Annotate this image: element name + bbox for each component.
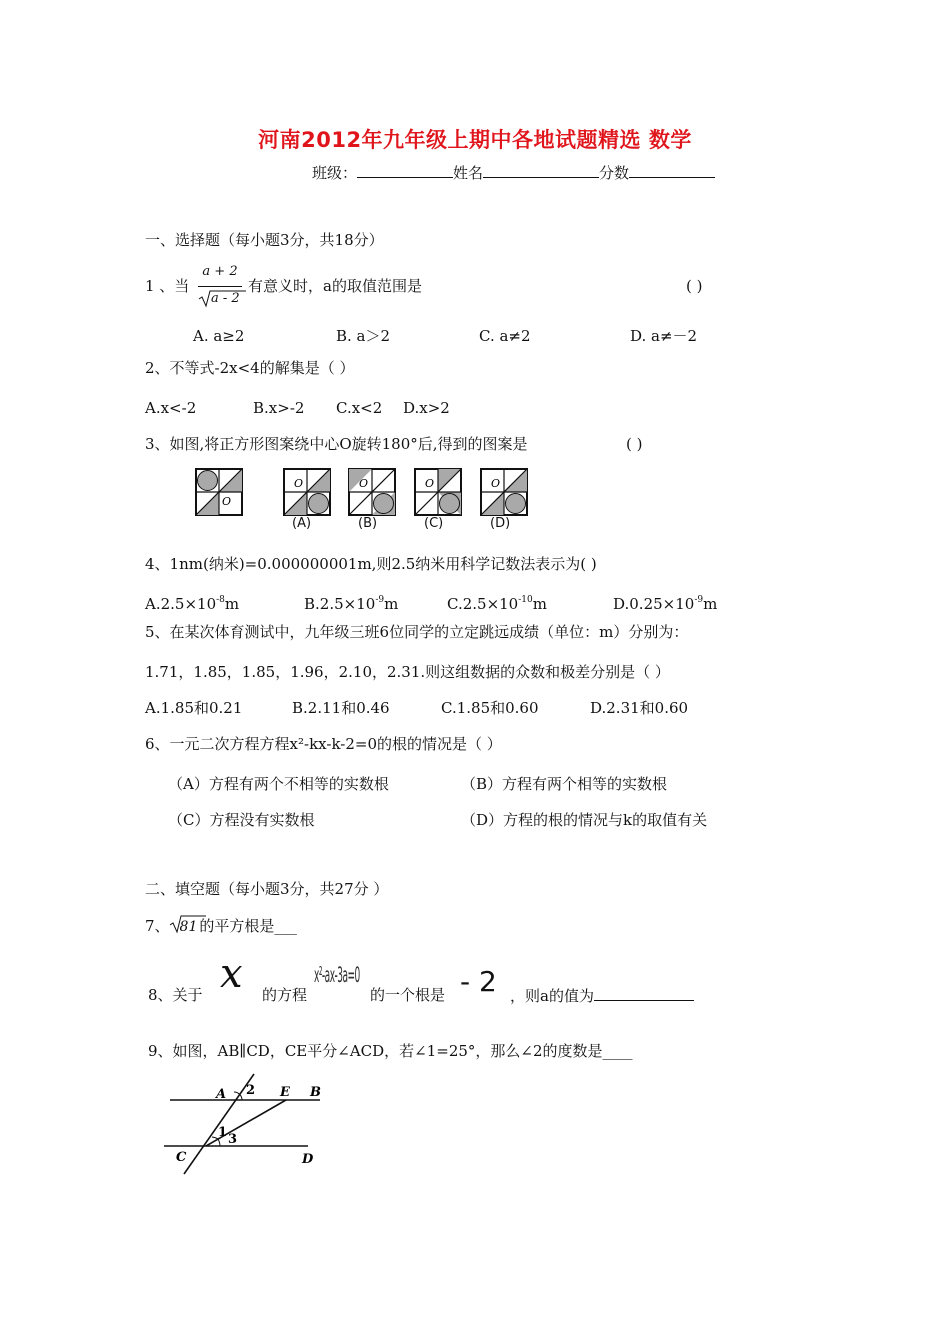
q3-text: 3、如图,将正方形图案绕中心O旋转180°后,得到的图案是 bbox=[145, 435, 528, 453]
q3-caption-a: (A) bbox=[292, 516, 312, 531]
q3-caption-b: (B) bbox=[358, 516, 378, 531]
q6-option-d: （D）方程的根的情况与k的取值有关 bbox=[461, 811, 708, 829]
svg-text:O: O bbox=[359, 477, 369, 490]
svg-text:O: O bbox=[491, 477, 501, 490]
q5-line2: 1.71，1.85，1.85，1.96，2.10，2.31.则这组数据的众数和极差分别是（ ） bbox=[145, 663, 670, 681]
q4-option-a: $A.2.5\times 10^{-8}m$ bbox=[145, 595, 240, 613]
student-info-line bbox=[312, 162, 715, 183]
q3-option-b-square bbox=[348, 468, 396, 516]
parallel-lines-diagram bbox=[162, 1070, 332, 1180]
class-blank[interactable] bbox=[357, 162, 453, 178]
q2-option-b: B.x>-2 bbox=[253, 399, 305, 417]
q3-caption-c: (C) bbox=[424, 516, 444, 531]
label-3: 3 bbox=[228, 1132, 238, 1147]
center-label: O bbox=[222, 495, 232, 508]
q4-option-d: $D.0.25\times 10^{-9}m$ bbox=[613, 595, 718, 613]
q7-suffix: 的平方根是___ bbox=[199, 917, 297, 935]
q6-text: 6、一元二次方程方程x²-kx-k-2=0的根的情况是（ ） bbox=[145, 735, 502, 753]
label-1: 1 bbox=[218, 1125, 228, 1140]
q8-suffix: ，则a的值为 bbox=[510, 985, 694, 1006]
q7-radical bbox=[170, 916, 198, 937]
q2-option-d: D.x>2 bbox=[403, 399, 450, 417]
q3-caption-d: (D) bbox=[490, 516, 511, 531]
q9-text: 9、如图，AB∥CD，CE平分∠ACD，若∠1=25°，那么∠2的度数是____ bbox=[148, 1042, 633, 1060]
label-e: E bbox=[280, 1085, 290, 1100]
q3-original-square bbox=[195, 468, 243, 516]
q1-text: 有意义时，a的取值范围是 bbox=[248, 277, 422, 295]
q1-answer-paren: ( ) bbox=[686, 277, 703, 295]
label-2: 2 bbox=[246, 1083, 256, 1098]
score-blank[interactable] bbox=[629, 162, 715, 178]
q6-option-a: （A）方程有两个不相等的实数根 bbox=[168, 775, 389, 793]
fraction-bar bbox=[198, 286, 242, 287]
label-a: A bbox=[216, 1087, 227, 1102]
q1-option-b: B. a＞2 bbox=[336, 327, 391, 345]
q1-numerator: a + 2 bbox=[202, 264, 238, 279]
q5-option-c: C.1.85和0.60 bbox=[441, 699, 539, 717]
q8-prefix: 8、关于 bbox=[148, 986, 203, 1004]
angle3-arc bbox=[218, 1139, 220, 1146]
label-b: B bbox=[310, 1085, 321, 1100]
name-blank[interactable] bbox=[483, 162, 599, 178]
q4-text: 4、1nm(纳米)=0.000000001m,则2.5纳米用科学记数法表示为( ) bbox=[145, 555, 597, 573]
q1-option-c: C. a≠2 bbox=[479, 327, 531, 345]
q5-option-d: D.2.31和0.60 bbox=[590, 699, 689, 717]
q1-prefix: 1 、当 bbox=[145, 277, 190, 295]
svg-text:O: O bbox=[294, 477, 304, 490]
q1-fraction bbox=[198, 264, 246, 308]
q3-answer-paren: ( ) bbox=[626, 435, 643, 453]
q3-option-d-square bbox=[480, 468, 528, 516]
q5-line1: 5、在某次体育测试中，九年级三班6位同学的立定跳远成绩（单位：m）分别为： bbox=[145, 623, 689, 641]
section2-heading: 二、填空题（每小题3分，共27分 ） bbox=[145, 880, 389, 898]
label-c: C bbox=[176, 1150, 187, 1165]
q6-option-c: （C）方程没有实数根 bbox=[168, 811, 315, 829]
q5-option-a: A.1.85和0.21 bbox=[145, 699, 243, 717]
name-label: 姓名 bbox=[453, 164, 484, 182]
q3-option-c-square bbox=[414, 468, 462, 516]
score-label: 分数 bbox=[599, 164, 630, 182]
q6-option-b: （B）方程有两个相等的实数根 bbox=[461, 775, 668, 793]
sqrt-sign-icon bbox=[170, 914, 206, 934]
q4-option-b: $B.2.5\times 10^{-9}m$ bbox=[304, 595, 399, 613]
q8-equation-image: x²-ax-3a=0 bbox=[314, 965, 360, 989]
class-label: 班级： bbox=[312, 164, 358, 182]
section1-heading: 一、选择题（每小题3分，共18分） bbox=[145, 231, 384, 249]
q7-prefix: 7、 bbox=[145, 917, 170, 935]
page-title: 河南2012年九年级上期中各地试题精选 数学 bbox=[258, 128, 692, 152]
q8-variable: x bbox=[220, 951, 243, 997]
q3-option-a-square bbox=[283, 468, 331, 516]
q7-line bbox=[145, 916, 297, 937]
q5-option-b: B.2.11和0.46 bbox=[292, 699, 390, 717]
q2-text: 2、不等式-2x<4的解集是（ ） bbox=[145, 359, 355, 377]
q4-option-c: $C.2.5\times 10^{-10}m$ bbox=[447, 595, 547, 613]
svg-text:O: O bbox=[425, 477, 435, 490]
q8-mid: 的方程 bbox=[262, 986, 308, 1004]
q1-denominator: a - 2 bbox=[211, 291, 240, 306]
q7-radicand: 81 bbox=[179, 919, 198, 935]
q8-root: - 2 bbox=[460, 965, 497, 998]
q2-option-a: A.x<-2 bbox=[145, 399, 197, 417]
q2-option-c: C.x<2 bbox=[336, 399, 383, 417]
q1-option-d: D. a≠－2 bbox=[630, 327, 698, 345]
label-d: D bbox=[302, 1152, 314, 1167]
q1-option-a: A. a≥2 bbox=[193, 327, 245, 345]
q8-mid2: 的一个根是 bbox=[370, 986, 446, 1004]
